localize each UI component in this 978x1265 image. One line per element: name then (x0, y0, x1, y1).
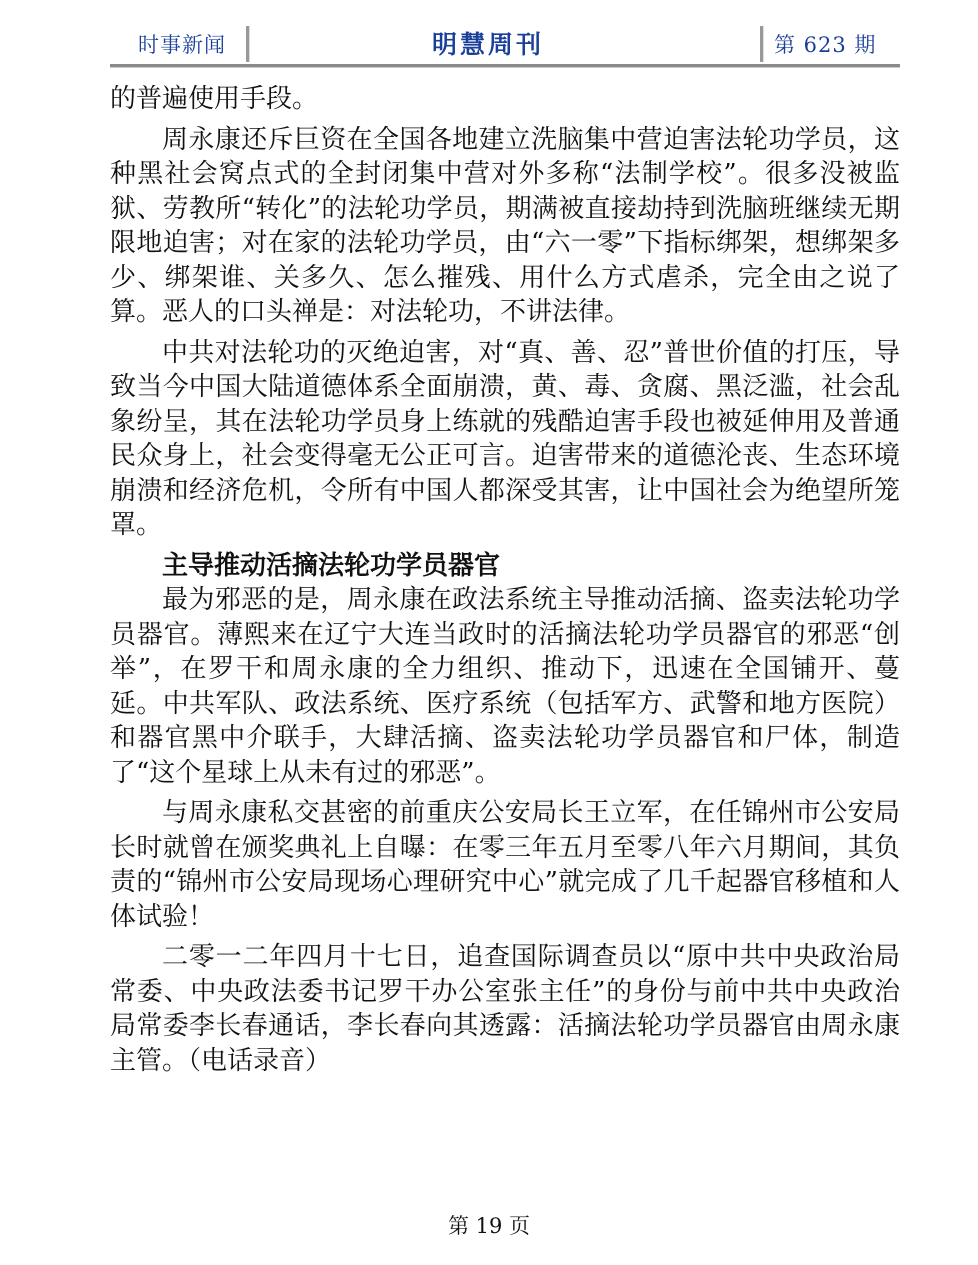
paragraph: 二零一二年四月十七日，追查国际调查员以“原中共中央政治局常委、中央政法委书记罗干办公室张主任”的身份与前中共中央政治局常委李长春通话，李长春向其透露：活摘法轮功学员器官由周永康主管。（电话录音） (110, 942, 900, 1076)
section-heading: 主导推动活摘法轮功学员器官 (162, 550, 501, 581)
page-header (110, 26, 900, 68)
paragraph: 中共对法轮功的灭绝迫害，对“真、善、忍”普世价值的打压，导致当今中国大陆道德体系全面崩溃，黄、毒、贪腐、黑泛滥，社会乱象纷呈，其在法轮功学员身上练就的残酷迫害手段也被延伸用及普通民众身上，社会变得毫无公正可言。迫害带来的道德沦丧、生态环境崩溃和经济危机，令所有中国人都深受其害，让中国社会为绝望所笼罩。 (110, 337, 900, 540)
issue-number: 第 623 期 (774, 33, 877, 57)
page-number: 第 19 页 (447, 1214, 531, 1238)
header-divider (760, 26, 764, 62)
paragraph: 的普遍使用手段。 (110, 84, 319, 114)
header-section-label: 时事新闻 (138, 33, 226, 57)
article-body (110, 82, 900, 1078)
publication-title: 明慧周刊 (432, 30, 545, 59)
header-divider (246, 26, 250, 62)
paragraph: 最为邪恶的是，周永康在政法系统主导推动活摘、盗卖法轮功学员器官。薄熙来在辽宁大连当政时的活摘法轮功学员器官的邪恶“创举”，在罗干和周永康的全力组织、推动下，迅速在全国铺开、蔓延。中共军队、政法系统、医疗系统（包括军方、武警和地方医院）和器官黑中介联手，大肆活摘、盗卖法轮功学员器官和尸体，制造了“这个星球上从未有过的邪恶”。 (110, 585, 900, 788)
paragraph: 与周永康私交甚密的前重庆公安局长王立军，在任锦州市公安局长时就曾在颁奖典礼上自曝：在零三年五月至零八年六月期间，其负责的“锦州市公安局现场心理研究中心”就完成了几千起器官移植和人体试验！ (110, 798, 900, 932)
header-rule (110, 64, 900, 68)
paragraph: 周永康还斥巨资在全国各地建立洗脑集中营迫害法轮功学员，这种黑社会窝点式的全封闭集中营对外多称“法制学校”。很多没被监狱、劳教所“转化”的法轮功学员，期满被直接劫持到洗脑班继续无期限地迫害；对在家的法轮功学员，由“六一零”下指标绑架，想绑架多少、绑架谁、关多久、怎么摧残、用什么方式虐杀，完全由之说了算。恶人的口头禅是：对法轮功，不讲法律。 (110, 124, 900, 327)
